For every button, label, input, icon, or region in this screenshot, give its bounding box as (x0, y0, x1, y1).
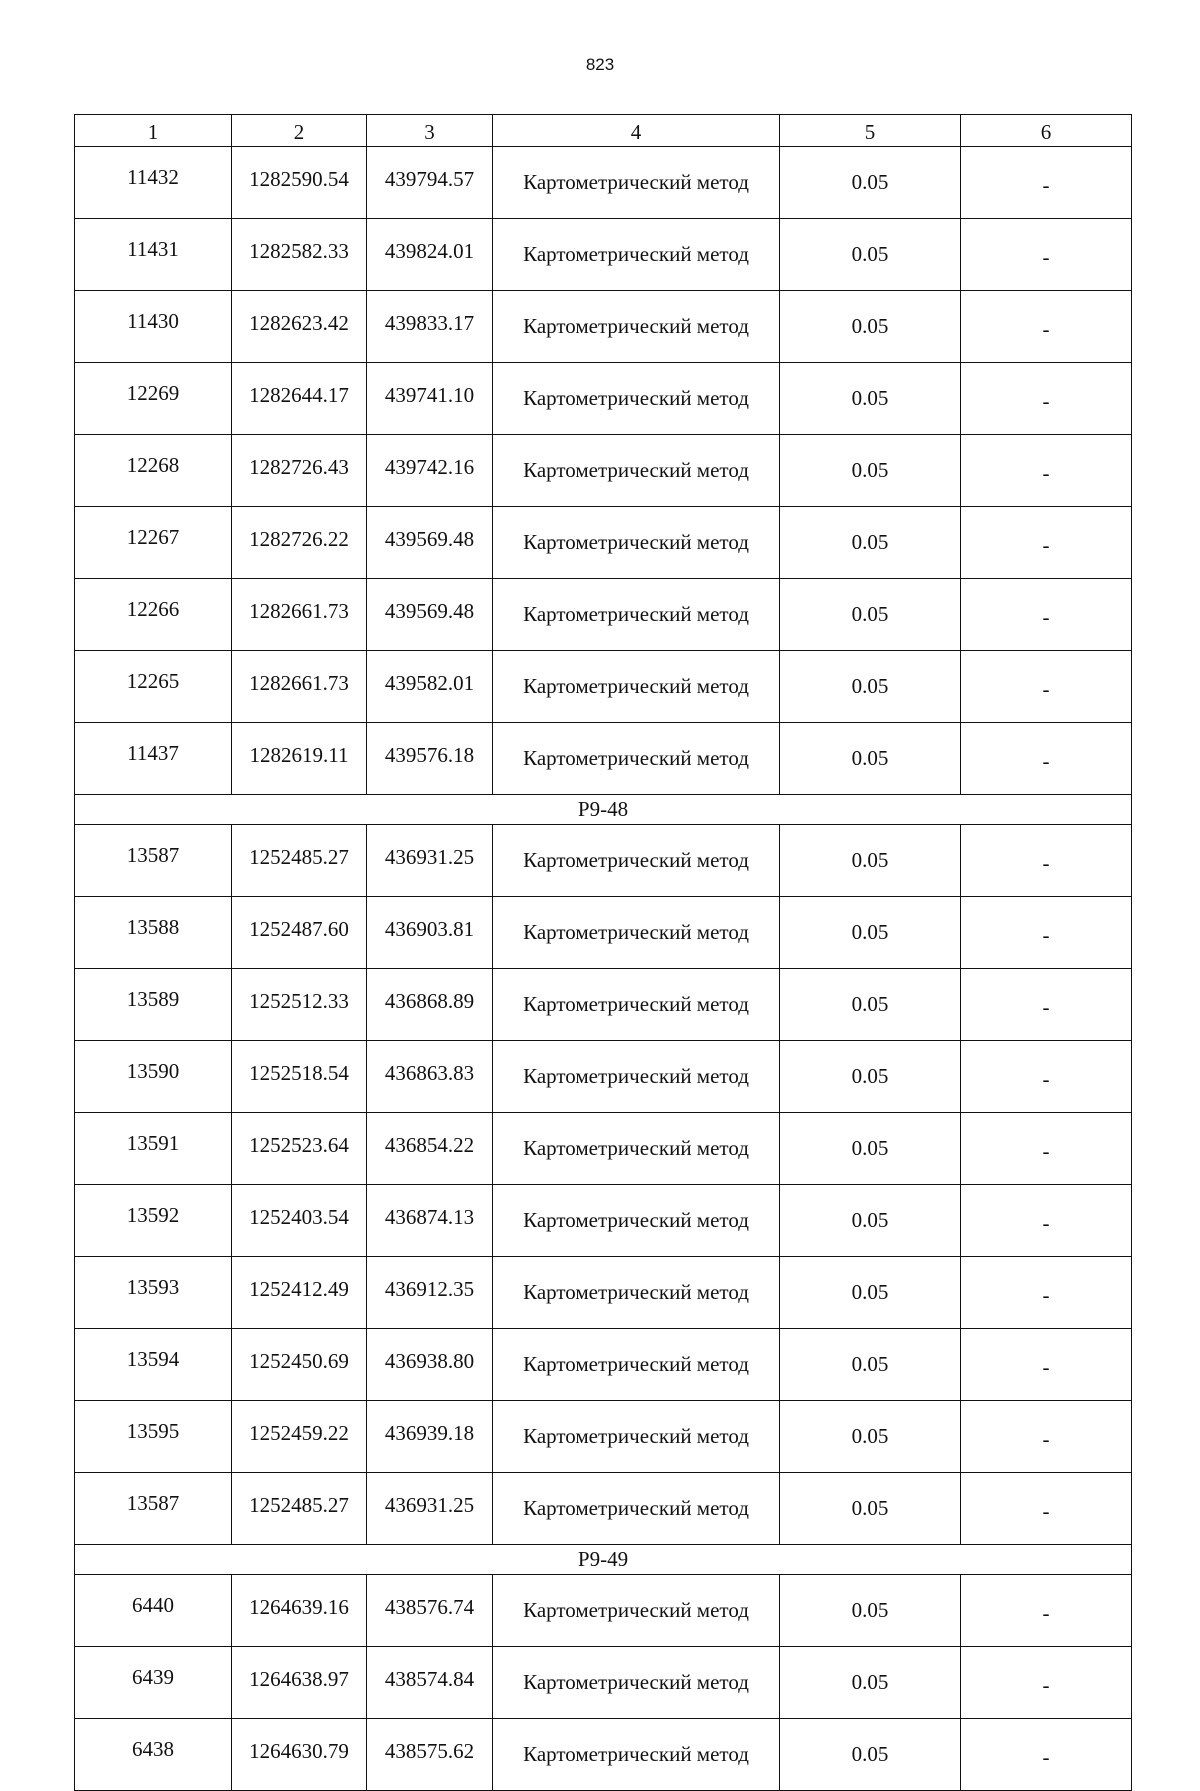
point-id-cell: 11430 (75, 291, 232, 363)
header-cell-3: 3 (367, 115, 493, 147)
table-row (75, 1329, 1132, 1401)
y-coordinate-cell: 438574.84 (367, 1647, 493, 1719)
method-cell: Картометрический метод (493, 1329, 780, 1401)
y-coordinate-cell: 439569.48 (367, 507, 493, 579)
method-cell: Картометрический метод (493, 1041, 780, 1113)
x-coordinate-cell: 1282726.22 (232, 507, 367, 579)
y-coordinate-cell: 439794.57 (367, 147, 493, 219)
y-coordinate-cell: 439582.01 (367, 651, 493, 723)
y-coordinate-cell: 436863.83 (367, 1041, 493, 1113)
page-number: 823 (585, 55, 615, 74)
method-cell: Картометрический метод (493, 1257, 780, 1329)
section-title: Р9-48 (75, 795, 1132, 825)
note-cell: - (961, 363, 1132, 435)
table-row (75, 969, 1132, 1041)
point-id-cell: 13592 (75, 1185, 232, 1257)
accuracy-cell: 0.05 (780, 507, 961, 579)
x-coordinate-cell: 1252450.69 (232, 1329, 367, 1401)
table-body (75, 115, 1132, 1791)
method-cell: Картометрический метод (493, 507, 780, 579)
y-coordinate-cell: 436874.13 (367, 1185, 493, 1257)
y-coordinate-cell: 436931.25 (367, 1473, 493, 1545)
point-id-cell: 11431 (75, 219, 232, 291)
x-coordinate-cell: 1264630.79 (232, 1719, 367, 1791)
point-id-cell: 13595 (75, 1401, 232, 1473)
note-cell: - (961, 1113, 1132, 1185)
table-row (75, 291, 1132, 363)
y-coordinate-cell: 439833.17 (367, 291, 493, 363)
header-cell-5: 5 (780, 115, 961, 147)
point-id-cell: 13590 (75, 1041, 232, 1113)
note-cell: - (961, 1575, 1132, 1647)
method-cell: Картометрический метод (493, 1473, 780, 1545)
point-id-cell: 12267 (75, 507, 232, 579)
section-header-row (75, 1545, 1132, 1575)
table-row (75, 435, 1132, 507)
x-coordinate-cell: 1282661.73 (232, 651, 367, 723)
coordinates-table (74, 114, 1132, 1791)
point-id-cell: 13587 (75, 1473, 232, 1545)
x-coordinate-cell: 1252485.27 (232, 825, 367, 897)
table-row (75, 219, 1132, 291)
section-header-row (75, 795, 1132, 825)
accuracy-cell: 0.05 (780, 1647, 961, 1719)
accuracy-cell: 0.05 (780, 1041, 961, 1113)
x-coordinate-cell: 1252403.54 (232, 1185, 367, 1257)
table-row (75, 147, 1132, 219)
method-cell: Картометрический метод (493, 1113, 780, 1185)
accuracy-cell: 0.05 (780, 1113, 961, 1185)
point-id-cell: 11437 (75, 723, 232, 795)
accuracy-cell: 0.05 (780, 435, 961, 507)
accuracy-cell: 0.05 (780, 1329, 961, 1401)
table-row (75, 1719, 1132, 1791)
y-coordinate-cell: 436939.18 (367, 1401, 493, 1473)
accuracy-cell: 0.05 (780, 1575, 961, 1647)
method-cell: Картометрический метод (493, 291, 780, 363)
y-coordinate-cell: 439576.18 (367, 723, 493, 795)
table-row (75, 1041, 1132, 1113)
accuracy-cell: 0.05 (780, 1401, 961, 1473)
accuracy-cell: 0.05 (780, 1185, 961, 1257)
header-cell-4: 4 (493, 115, 780, 147)
note-cell: - (961, 579, 1132, 651)
table-row (75, 507, 1132, 579)
x-coordinate-cell: 1252412.49 (232, 1257, 367, 1329)
x-coordinate-cell: 1282661.73 (232, 579, 367, 651)
point-id-cell: 13587 (75, 825, 232, 897)
table-row (75, 1473, 1132, 1545)
point-id-cell: 11432 (75, 147, 232, 219)
method-cell: Картометрический метод (493, 435, 780, 507)
point-id-cell: 12268 (75, 435, 232, 507)
x-coordinate-cell: 1282582.33 (232, 219, 367, 291)
table-row (75, 363, 1132, 435)
note-cell: - (961, 651, 1132, 723)
note-cell: - (961, 147, 1132, 219)
method-cell: Картометрический метод (493, 1185, 780, 1257)
table-row (75, 897, 1132, 969)
point-id-cell: 12269 (75, 363, 232, 435)
x-coordinate-cell: 1282726.43 (232, 435, 367, 507)
point-id-cell: 13591 (75, 1113, 232, 1185)
x-coordinate-cell: 1252487.60 (232, 897, 367, 969)
x-coordinate-cell: 1264638.97 (232, 1647, 367, 1719)
method-cell: Картометрический метод (493, 219, 780, 291)
accuracy-cell: 0.05 (780, 723, 961, 795)
method-cell: Картометрический метод (493, 723, 780, 795)
table-row (75, 651, 1132, 723)
method-cell: Картометрический метод (493, 1401, 780, 1473)
y-coordinate-cell: 436903.81 (367, 897, 493, 969)
accuracy-cell: 0.05 (780, 1719, 961, 1791)
y-coordinate-cell: 436938.80 (367, 1329, 493, 1401)
x-coordinate-cell: 1282623.42 (232, 291, 367, 363)
y-coordinate-cell: 436868.89 (367, 969, 493, 1041)
y-coordinate-cell: 438575.62 (367, 1719, 493, 1791)
method-cell: Картометрический метод (493, 1647, 780, 1719)
accuracy-cell: 0.05 (780, 219, 961, 291)
point-id-cell: 13593 (75, 1257, 232, 1329)
accuracy-cell: 0.05 (780, 363, 961, 435)
point-id-cell: 13589 (75, 969, 232, 1041)
method-cell: Картометрический метод (493, 579, 780, 651)
header-row (75, 115, 1132, 147)
x-coordinate-cell: 1282619.11 (232, 723, 367, 795)
note-cell: - (961, 291, 1132, 363)
header-cell-2: 2 (232, 115, 367, 147)
note-cell: - (961, 1473, 1132, 1545)
accuracy-cell: 0.05 (780, 1473, 961, 1545)
point-id-cell: 12265 (75, 651, 232, 723)
method-cell: Картометрический метод (493, 1575, 780, 1647)
x-coordinate-cell: 1282590.54 (232, 147, 367, 219)
note-cell: - (961, 507, 1132, 579)
method-cell: Картометрический метод (493, 1719, 780, 1791)
x-coordinate-cell: 1252485.27 (232, 1473, 367, 1545)
note-cell: - (961, 1041, 1132, 1113)
accuracy-cell: 0.05 (780, 291, 961, 363)
x-coordinate-cell: 1252512.33 (232, 969, 367, 1041)
y-coordinate-cell: 436912.35 (367, 1257, 493, 1329)
accuracy-cell: 0.05 (780, 825, 961, 897)
accuracy-cell: 0.05 (780, 651, 961, 723)
table-row (75, 579, 1132, 651)
table-row (75, 1257, 1132, 1329)
y-coordinate-cell: 439824.01 (367, 219, 493, 291)
accuracy-cell: 0.05 (780, 969, 961, 1041)
x-coordinate-cell: 1252523.64 (232, 1113, 367, 1185)
point-id-cell: 12266 (75, 579, 232, 651)
table-row (75, 1647, 1132, 1719)
header-cell-1: 1 (75, 115, 232, 147)
header-cell-6: 6 (961, 115, 1132, 147)
x-coordinate-cell: 1264639.16 (232, 1575, 367, 1647)
y-coordinate-cell: 439569.48 (367, 579, 493, 651)
table-row (75, 1113, 1132, 1185)
section-title: Р9-49 (75, 1545, 1132, 1575)
x-coordinate-cell: 1252518.54 (232, 1041, 367, 1113)
table-row (75, 825, 1132, 897)
note-cell: - (961, 1329, 1132, 1401)
accuracy-cell: 0.05 (780, 897, 961, 969)
y-coordinate-cell: 439741.10 (367, 363, 493, 435)
method-cell: Картометрический метод (493, 825, 780, 897)
note-cell: - (961, 1719, 1132, 1791)
point-id-cell: 6438 (75, 1719, 232, 1791)
point-id-cell: 13594 (75, 1329, 232, 1401)
note-cell: - (961, 435, 1132, 507)
y-coordinate-cell: 436854.22 (367, 1113, 493, 1185)
y-coordinate-cell: 439742.16 (367, 435, 493, 507)
note-cell: - (961, 1401, 1132, 1473)
method-cell: Картометрический метод (493, 147, 780, 219)
x-coordinate-cell: 1282644.17 (232, 363, 367, 435)
method-cell: Картометрический метод (493, 897, 780, 969)
accuracy-cell: 0.05 (780, 1257, 961, 1329)
note-cell: - (961, 219, 1132, 291)
method-cell: Картометрический метод (493, 651, 780, 723)
accuracy-cell: 0.05 (780, 147, 961, 219)
y-coordinate-cell: 436931.25 (367, 825, 493, 897)
method-cell: Картометрический метод (493, 363, 780, 435)
note-cell: - (961, 1257, 1132, 1329)
note-cell: - (961, 825, 1132, 897)
accuracy-cell: 0.05 (780, 579, 961, 651)
note-cell: - (961, 723, 1132, 795)
table-row (75, 1401, 1132, 1473)
note-cell: - (961, 1185, 1132, 1257)
method-cell: Картометрический метод (493, 969, 780, 1041)
note-cell: - (961, 969, 1132, 1041)
table-row (75, 723, 1132, 795)
note-cell: - (961, 897, 1132, 969)
table-row (75, 1575, 1132, 1647)
point-id-cell: 13588 (75, 897, 232, 969)
x-coordinate-cell: 1252459.22 (232, 1401, 367, 1473)
point-id-cell: 6439 (75, 1647, 232, 1719)
y-coordinate-cell: 438576.74 (367, 1575, 493, 1647)
point-id-cell: 6440 (75, 1575, 232, 1647)
table-row (75, 1185, 1132, 1257)
note-cell: - (961, 1647, 1132, 1719)
